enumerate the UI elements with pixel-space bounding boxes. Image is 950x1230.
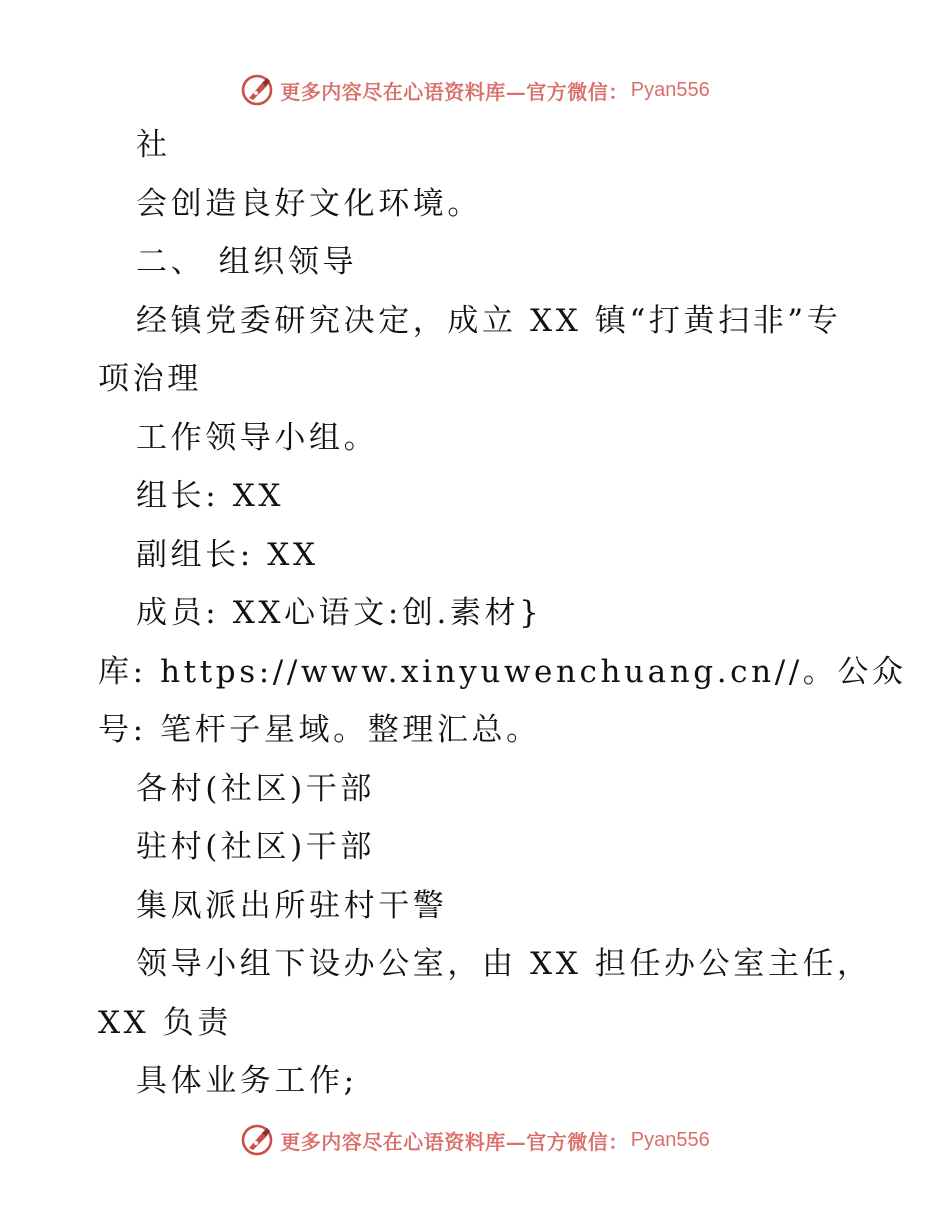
text-line: 社 bbox=[136, 127, 171, 163]
text-line: 集凤派出所驻村干警 bbox=[136, 887, 448, 924]
document-body bbox=[0, 116, 950, 1111]
text-line: 库: https://www.xinyuwenchuang.cn//。公众 bbox=[98, 653, 907, 690]
header-banner bbox=[0, 70, 950, 110]
pen-nib-logo-icon bbox=[240, 1123, 274, 1157]
text-line: 工作领导小组。 bbox=[136, 419, 379, 456]
text-line: 经镇党委研究决定，成立 XX 镇“打黄扫非”专 bbox=[136, 302, 842, 339]
text-line: 领导小组下设办公室，由 XX 担任办公室主任， bbox=[136, 946, 872, 982]
footer-banner bbox=[0, 1120, 950, 1160]
banner-wechat-id: Pyan556 bbox=[630, 78, 710, 101]
text-line: 各村(社区)干部 bbox=[136, 770, 375, 807]
text-line: 驻村(社区)干部 bbox=[136, 829, 375, 865]
banner-text: 更多内容尽在心语资料库—官方微信： bbox=[280, 1129, 629, 1154]
text-line: 成员: XX心语文:创.素材} bbox=[136, 595, 543, 631]
text-line: 组长: XX bbox=[136, 478, 285, 514]
banner-text: 更多内容尽在心语资料库—官方微信： bbox=[280, 79, 629, 104]
banner-wechat-id: Pyan556 bbox=[630, 1128, 710, 1151]
text-line: 项治理 bbox=[98, 361, 202, 397]
text-line: XX 负责 bbox=[98, 1004, 232, 1041]
text-line: 号: 笔杆子星域。整理汇总。 bbox=[98, 712, 541, 748]
text-line: 具体业务工作; bbox=[136, 1063, 358, 1099]
text-line: 副组长: XX bbox=[136, 536, 319, 573]
text-line: 会创造良好文化环境。 bbox=[136, 185, 482, 222]
pen-nib-logo-icon bbox=[240, 73, 274, 107]
section-heading: 二、 组织领导 bbox=[136, 244, 358, 280]
